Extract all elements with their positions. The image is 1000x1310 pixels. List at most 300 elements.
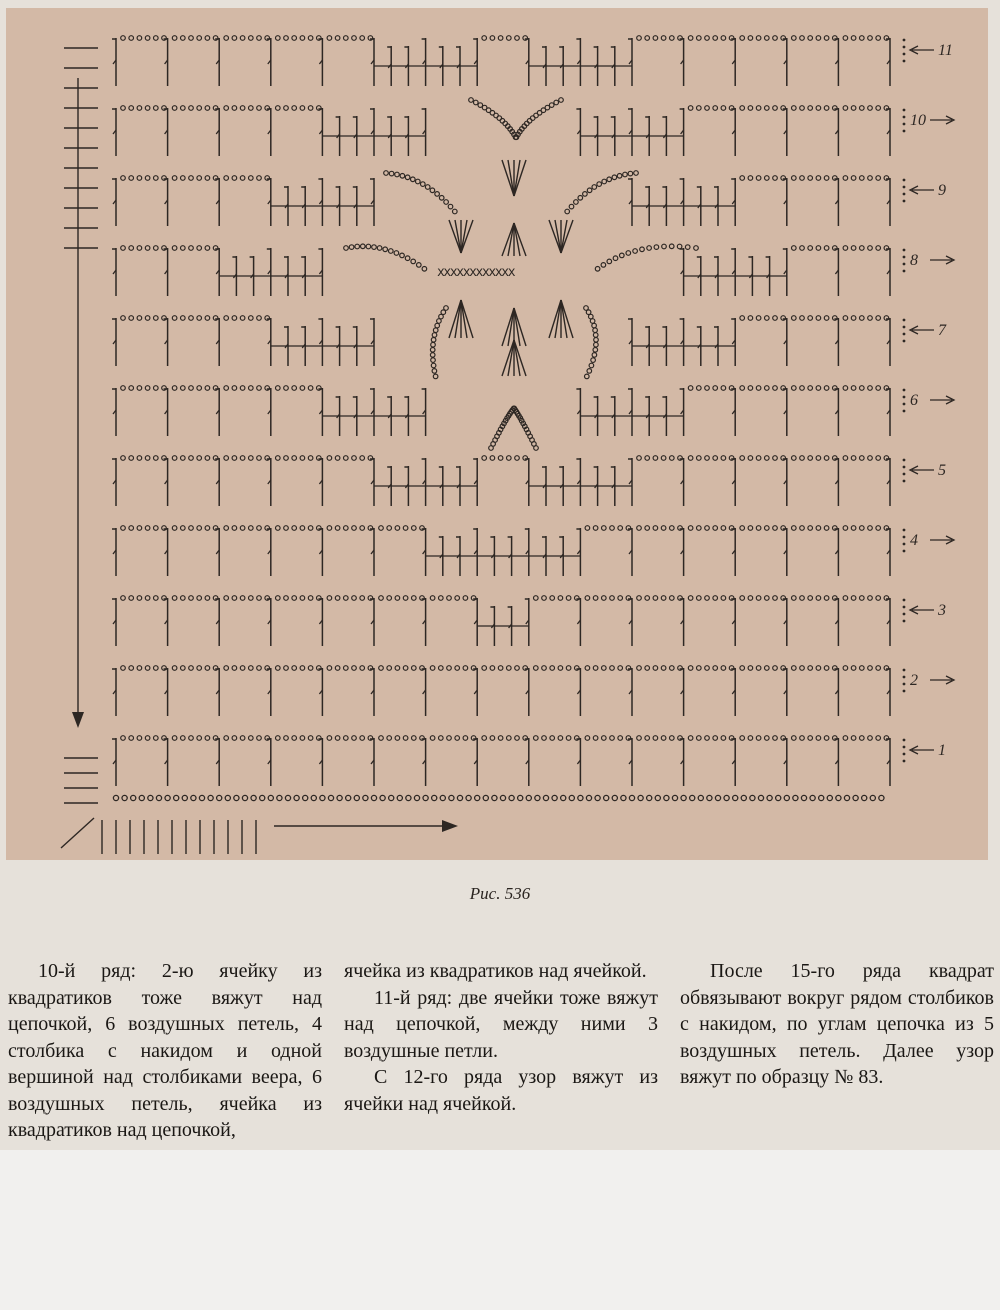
chain-stitch [876,666,881,671]
chain-stitch [765,176,770,181]
chain-stitch [756,176,761,181]
chain-stitch [457,795,462,800]
chain-stitch [249,736,254,741]
chain-stitch [344,526,349,531]
chain-stitch [257,316,262,321]
chain-stitch [205,596,210,601]
chain-stitch [257,106,262,111]
chain-stitch [224,386,229,391]
chain-arch [453,209,458,214]
chain-stitch [249,316,254,321]
chain-stitch [205,316,210,321]
chain-stitch [688,36,693,41]
chain-stitch [189,596,194,601]
chain-stitch [879,795,884,800]
stitch-row [112,456,890,506]
chain-stitch [466,795,471,800]
chain-arch [431,342,436,347]
start-slant [61,818,94,848]
chain-stitch [851,246,856,251]
chain-stitch [843,456,848,461]
center-motif [344,98,699,451]
text-column-3 [680,958,994,1091]
chain-stitch [705,36,710,41]
chain-stitch [816,106,821,111]
chain-stitch [816,526,821,531]
chain-stitch [836,795,841,800]
chain-stitch [765,456,770,461]
chain-stitch [647,795,652,800]
chain-stitch [681,795,686,800]
chain-stitch [792,666,797,671]
chain-stitch [740,36,745,41]
chain-stitch [181,736,186,741]
chain-stitch [360,526,365,531]
chain-stitch [713,736,718,741]
chain-stitch [824,456,829,461]
chain-stitch [352,736,357,741]
chain-stitch [876,316,881,321]
row-number: 9 [938,182,946,199]
turning-chain [903,249,906,252]
chain-stitch [808,456,813,461]
chain-stitch [154,316,159,321]
chain-stitch [335,666,340,671]
chain-stitch [721,596,726,601]
chain-stitch [750,795,755,800]
chain-stitch [129,736,134,741]
chain-stitch [276,666,281,671]
chain-arch [554,100,559,105]
chain-stitch [189,456,194,461]
chain-stitch [824,596,829,601]
chain-arch [592,323,597,328]
chain-stitch [740,386,745,391]
chain-stitch [224,316,229,321]
chain-stitch [337,795,342,800]
chain-stitch [851,596,856,601]
chain-stitch [189,386,194,391]
chain-stitch [740,736,745,741]
chain-stitch [181,106,186,111]
chain-stitch [129,36,134,41]
chain-stitch [851,456,856,461]
chain-stitch [705,456,710,461]
chain-stitch [586,795,591,800]
chain-stitch [721,456,726,461]
chain-stitch [618,736,623,741]
chain-stitch [300,456,305,461]
chain-arch [432,333,437,338]
chain-stitch [490,666,495,671]
chain-stitch [748,596,753,601]
chain-stitch [498,736,503,741]
chain-stitch [406,795,411,800]
chain-stitch [257,386,262,391]
chain-arch [569,204,574,209]
chain-stitch [653,36,658,41]
fan-stitch [502,223,514,256]
chain-arch [389,249,394,254]
chain-stitch [251,795,256,800]
chain-stitch [653,526,658,531]
chain-arch [421,182,426,187]
chain-stitch [868,736,873,741]
chain-stitch [412,596,417,601]
chain-stitch [172,596,177,601]
chain-stitch [851,736,856,741]
chain-stitch [550,596,555,601]
chain-stitch [232,36,237,41]
row-number: 1 [938,742,946,759]
chain-stitch [552,795,557,800]
turning-chain [903,606,906,609]
chain-arch [431,363,436,368]
turning-chain [903,669,906,672]
chain-arch [437,319,442,324]
fan-stitch [508,223,514,256]
chain-stitch [629,795,634,800]
chain-stitch [868,526,873,531]
chain-stitch [224,456,229,461]
chain-stitch [249,386,254,391]
chain-stitch [189,316,194,321]
chain-stitch [327,526,332,531]
chain-stitch [172,176,177,181]
chain-stitch [637,596,642,601]
chain-stitch [463,596,468,601]
stitch-row [112,666,890,716]
chain-stitch [492,795,497,800]
chain-stitch [550,666,555,671]
chain-stitch [181,316,186,321]
chain-stitch [154,456,159,461]
chain-stitch [509,795,514,800]
chain-stitch [860,526,865,531]
chain-stitch [860,736,865,741]
chain-stitch [292,666,297,671]
chain-stitch [145,246,150,251]
chain-stitch [154,246,159,251]
chain-stitch [197,526,202,531]
chain-stitch [145,596,150,601]
chain-stitch [534,596,539,601]
chain-arch [623,172,628,177]
chain-stitch [756,736,761,741]
chain-stitch [740,106,745,111]
chain-stitch [154,596,159,601]
chain-stitch [543,795,548,800]
chain-stitch [824,666,829,671]
chain-stitch [792,36,797,41]
chain-stitch [154,386,159,391]
chain-stitch [688,596,693,601]
chain-arch [416,179,421,184]
chain-stitch [197,246,202,251]
chain-stitch [379,596,384,601]
fan-stitch [449,300,461,338]
chain-stitch [843,596,848,601]
chain-stitch [165,795,170,800]
chain-stitch [352,526,357,531]
chain-stitch [713,596,718,601]
chain-arch [591,358,596,363]
chain-stitch [360,596,365,601]
chain-stitch [181,456,186,461]
chain-stitch [189,176,194,181]
chain-stitch [868,456,873,461]
chain-stitch [284,386,289,391]
chain-stitch [860,386,865,391]
stitch-row [112,106,890,156]
chain-arch [377,246,382,251]
chain-stitch [816,596,821,601]
chain-stitch [308,386,313,391]
chain-stitch [389,795,394,800]
chain-arch [607,259,612,264]
chain-arch [565,209,570,214]
chain-stitch [240,386,245,391]
chain-stitch [748,526,753,531]
chain-stitch [733,795,738,800]
chain-stitch [455,736,460,741]
chain-stitch [449,795,454,800]
chain-stitch [542,736,547,741]
chain-stitch [379,526,384,531]
chain-stitch [232,316,237,321]
chain-stitch [172,386,177,391]
chain-stitch [284,36,289,41]
chain-stitch [824,386,829,391]
chain-stitch [276,456,281,461]
chain-stitch [191,795,196,800]
chain-stitch [765,736,770,741]
chain-arch [448,204,453,209]
chain-stitch [705,106,710,111]
chain-stitch [610,596,615,601]
chain-stitch [868,596,873,601]
chain-stitch [808,176,813,181]
chain-arch [597,182,602,187]
chain-stitch [240,596,245,601]
chain-arch [435,323,440,328]
chain-arch [433,328,438,333]
chain-stitch [490,456,495,461]
chain-stitch [808,386,813,391]
chain-arch [372,245,377,250]
chain-stitch [740,666,745,671]
chain-stitch [344,36,349,41]
chain-stitch [395,736,400,741]
chain-stitch [876,526,881,531]
chain-arch [602,179,607,184]
chain-stitch [121,176,126,181]
chain-arch [527,119,532,124]
chain-stitch [197,176,202,181]
fan-stitch [514,223,520,256]
chain-stitch [232,596,237,601]
chain-stitch [690,795,695,800]
chain-stitch [569,795,574,800]
chain-stitch [876,246,881,251]
chain-stitch [224,176,229,181]
chain-stitch [156,795,161,800]
chain-stitch [773,176,778,181]
chain-stitch [773,456,778,461]
chain-arch [405,256,410,261]
chain-stitch [129,456,134,461]
chain-stitch [542,666,547,671]
chain-stitch [300,596,305,601]
chain-stitch [670,526,675,531]
chain-stitch [876,36,881,41]
chain-stitch [593,736,598,741]
row-number: 2 [910,672,918,689]
chain-stitch [637,36,642,41]
fan-stitch [514,308,526,346]
stitch-row [112,526,890,576]
chain-stitch [172,666,177,671]
chain-stitch [412,666,417,671]
chain-stitch [868,316,873,321]
chain-stitch [145,666,150,671]
fan-stitch [508,160,514,196]
chain-stitch [585,736,590,741]
chain-stitch [292,456,297,461]
chain-stitch [335,736,340,741]
chain-stitch [800,456,805,461]
single-crochet-row: xxxxxxxxxxxx [437,265,515,280]
chain-stitch [268,795,273,800]
chain-stitch [292,526,297,531]
chain-arch [593,328,598,333]
chain-stitch [697,666,702,671]
turning-chain [903,403,906,406]
chain-stitch [705,526,710,531]
chain-stitch [145,526,150,531]
turning-chain [903,130,906,133]
right-arrow-icon [442,820,458,832]
crochet-chart [6,8,988,860]
chain-stitch [483,795,488,800]
chain-stitch [205,526,210,531]
chain-stitch [154,106,159,111]
paragraph-row-12: С 12-го ряда узор вяжут из ячейки над ячейкой. [344,1066,658,1115]
chain-arch [344,246,349,251]
chain-stitch [721,666,726,671]
chain-stitch [792,246,797,251]
chain-stitch [876,176,881,181]
chain-stitch [257,456,262,461]
chain-stitch [792,456,797,461]
fan-stitch [455,220,461,253]
chain-stitch [593,596,598,601]
chain-stitch [257,176,262,181]
chain-stitch [843,386,848,391]
row-number: 4 [910,532,918,549]
chain-stitch [876,106,881,111]
chain-stitch [137,386,142,391]
chain-stitch [550,736,555,741]
chain-stitch [205,246,210,251]
chain-stitch [276,36,281,41]
chain-stitch [792,596,797,601]
chain-stitch [808,36,813,41]
chain-stitch [181,246,186,251]
chain-stitch [360,666,365,671]
chain-stitch [518,795,523,800]
chain-stitch [843,666,848,671]
chain-stitch [637,736,642,741]
row-number: 10 [910,112,926,129]
chain-stitch [137,246,142,251]
chain-arch [634,171,639,176]
chain-stitch [327,666,332,671]
chain-stitch [792,526,797,531]
chain-stitch [773,736,778,741]
chain-stitch [260,795,265,800]
chain-stitch [876,386,881,391]
chain-stitch [851,526,856,531]
chain-stitch [843,736,848,741]
fan-stitch [514,340,520,376]
chain-stitch [526,795,531,800]
chain-stitch [439,736,444,741]
chain-stitch [715,795,720,800]
chain-stitch [335,456,340,461]
chain-stitch [824,176,829,181]
row-number: 8 [910,252,918,269]
chain-stitch [637,526,642,531]
chain-stitch [585,596,590,601]
chain-stitch [756,596,761,601]
stitch-row [112,36,890,86]
chain-stitch [482,36,487,41]
chain-stitch [808,106,813,111]
chain-stitch [661,596,666,601]
row-number: 7 [938,322,946,339]
chain-stitch [638,795,643,800]
chain-stitch [721,386,726,391]
turning-chain [903,333,906,336]
chain-stitch [121,386,126,391]
turning-chain [903,620,906,623]
chain-stitch [713,526,718,531]
chain-stitch [308,736,313,741]
chain-stitch [145,456,150,461]
chain-arch [578,196,583,201]
chain-stitch [602,736,607,741]
chain-stitch [618,596,623,601]
chain-arch [607,177,612,182]
chain-stitch [122,795,127,800]
chain-stitch [800,736,805,741]
chain-arch [394,251,399,256]
chain-stitch [205,386,210,391]
turning-chain [903,550,906,553]
chain-stitch [154,36,159,41]
chain-stitch [758,795,763,800]
chain-stitch [137,176,142,181]
chain-stitch [698,795,703,800]
chain-stitch [197,386,202,391]
chain-arch [574,200,579,205]
chain-stitch [205,666,210,671]
row-number: 6 [910,392,918,409]
chain-arch [590,319,595,324]
chain-stitch [801,795,806,800]
chain-stitch [360,36,365,41]
